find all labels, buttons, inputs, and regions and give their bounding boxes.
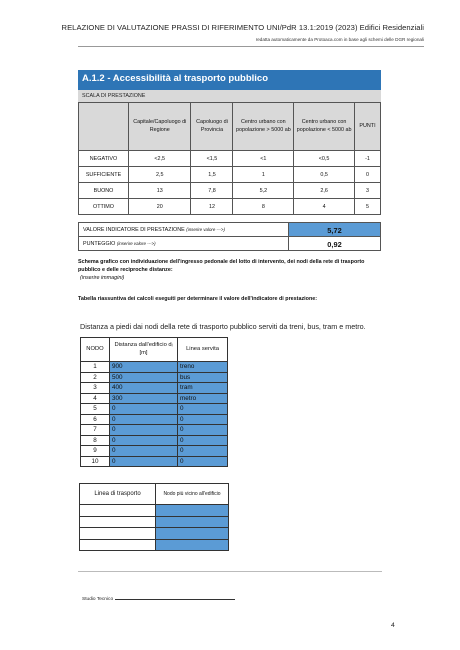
- table-row: [81, 446, 228, 457]
- indicator-hint: (inserire valore --->): [186, 227, 225, 232]
- node-number: 9: [81, 446, 110, 457]
- table-row: [80, 516, 229, 528]
- distance-table: [80, 337, 228, 467]
- line-input[interactable]: bus: [178, 372, 228, 383]
- line-input[interactable]: tram: [178, 383, 228, 394]
- table-row: [81, 372, 228, 383]
- line-input[interactable]: treno: [178, 362, 228, 373]
- table-cell: 1,5: [191, 167, 233, 183]
- line-input[interactable]: 0: [178, 456, 228, 467]
- schema-text: Schema grafico con individuazione dell'ingresso pedonale del lotto di intervento, dei nodi della rete di trasporto pubblico e delle reciproche distanze:: [78, 259, 365, 274]
- distance-input[interactable]: 900: [110, 362, 178, 373]
- table-row: [81, 383, 228, 394]
- col-header-transport-line: Linea di trasporto: [80, 484, 156, 505]
- distance-input[interactable]: 0: [110, 425, 178, 436]
- table-cell: 4: [294, 199, 355, 215]
- report-header-subtitle: redatta automaticamente da Protoaca.com in base agli schemi delle DGR regionali: [255, 37, 424, 42]
- row-label: NEGATIVO: [79, 151, 129, 167]
- line-input[interactable]: metro: [178, 393, 228, 404]
- node-number: 4: [81, 393, 110, 404]
- transport-line-input[interactable]: [80, 528, 156, 540]
- page-number: 4: [391, 622, 395, 629]
- table-cell: 13: [129, 183, 191, 199]
- performance-col-header: Capitale/Capoluogo di Regione: [129, 103, 191, 151]
- table-row: [79, 151, 381, 167]
- performance-col-header: PUNTI: [355, 103, 381, 151]
- col-header-nearest-node: Nodo più vicino all'edificio: [156, 484, 229, 505]
- table-row: [79, 167, 381, 183]
- table-cell: -1: [355, 151, 381, 167]
- transport-line-input[interactable]: [80, 516, 156, 528]
- score-hint: (inserire valore --->): [116, 241, 156, 246]
- table-cell: 0: [355, 167, 381, 183]
- table-cell: 8: [233, 199, 294, 215]
- table-row: [81, 435, 228, 446]
- score-value-field[interactable]: 0,92: [288, 237, 380, 250]
- scale-label: SCALA DI PRESTAZIONE: [78, 90, 381, 102]
- line-input[interactable]: 0: [178, 414, 228, 425]
- table-cell: 3: [355, 183, 381, 199]
- footer-divider: [78, 571, 382, 572]
- transport-lines-table: [79, 483, 229, 551]
- studio-label: Studio Tecnico: [82, 597, 114, 602]
- distance-input[interactable]: 0: [110, 435, 178, 446]
- nearest-node-input[interactable]: [156, 516, 229, 528]
- line-input[interactable]: 0: [178, 435, 228, 446]
- table-row: [81, 414, 228, 425]
- table-row: [81, 425, 228, 436]
- score-label: PUNTEGGIO: [83, 241, 116, 247]
- distance-input[interactable]: 400: [110, 383, 178, 394]
- performance-col-header: Capoluogo di Provincia: [191, 103, 233, 151]
- distance-input[interactable]: 0: [110, 456, 178, 467]
- table-row: [79, 183, 381, 199]
- node-number: 7: [81, 425, 110, 436]
- transport-line-input[interactable]: [80, 505, 156, 517]
- node-number: 5: [81, 404, 110, 415]
- table-cell: 5,2: [233, 183, 294, 199]
- indicator-label: VALORE INDICATORE DI PRESTAZIONE: [83, 227, 185, 233]
- table-cell: 20: [129, 199, 191, 215]
- table-cell: <1: [233, 151, 294, 167]
- signature-line: [115, 599, 235, 600]
- studio-signature: [82, 597, 235, 602]
- transport-line-input[interactable]: [80, 539, 156, 551]
- report-header-title: RELAZIONE DI VALUTAZIONE PRASSI DI RIFERIMENTO UNI/PdR 13.1:2019 (2023) Edifici Residenziali: [61, 23, 424, 32]
- table-row: [80, 505, 229, 517]
- row-label: BUONO: [79, 183, 129, 199]
- indicator-label-wrap: [83, 227, 225, 233]
- table-cell: 0,5: [294, 167, 355, 183]
- row-label: SUFFICIENTE: [79, 167, 129, 183]
- col-header-node: NODO: [81, 338, 110, 362]
- node-number: 3: [81, 383, 110, 394]
- line-input[interactable]: 0: [178, 404, 228, 415]
- nearest-node-input[interactable]: [156, 539, 229, 551]
- performance-col-header: Centro urbano con popolazione < 5000 ab: [294, 103, 355, 151]
- line-input[interactable]: 0: [178, 446, 228, 457]
- performance-col-header: Centro urbano con popolazione > 5000 ab: [233, 103, 294, 151]
- table-cell: <1,5: [191, 151, 233, 167]
- node-number: 2: [81, 372, 110, 383]
- performance-corner-cell: [79, 103, 129, 151]
- table-cell: 7,8: [191, 183, 233, 199]
- distance-input[interactable]: 0: [110, 404, 178, 415]
- indicator-value-box: [78, 222, 381, 237]
- table-row: [81, 362, 228, 373]
- table-cell: <0,5: [294, 151, 355, 167]
- node-number: 10: [81, 456, 110, 467]
- row-label: OTTIMO: [79, 199, 129, 215]
- distance-input[interactable]: 500: [110, 372, 178, 383]
- schema-paragraph: [78, 258, 388, 282]
- summary-heading: Tabella riassuntiva dei calcoli eseguiti per determinare il valore dell'indicatore di prestazione:: [78, 296, 318, 302]
- node-number: 6: [81, 414, 110, 425]
- performance-scale-table: [78, 102, 381, 215]
- table-row: [81, 456, 228, 467]
- table-cell: 2,6: [294, 183, 355, 199]
- line-input[interactable]: 0: [178, 425, 228, 436]
- score-label-wrap: [83, 241, 156, 247]
- table-row: [80, 528, 229, 540]
- table-row: [79, 199, 381, 215]
- insert-images-note: (inserire immagini): [80, 275, 125, 282]
- node-number: 1: [81, 362, 110, 373]
- score-box: [78, 236, 381, 251]
- node-number: 8: [81, 435, 110, 446]
- nearest-node-input[interactable]: [156, 528, 229, 540]
- table-cell: 2,5: [129, 167, 191, 183]
- section-title: A.1.2 - Accessibilità al trasporto pubblico: [78, 70, 381, 90]
- distance-input[interactable]: 300: [110, 393, 178, 404]
- table-row: [81, 404, 228, 415]
- col-header-line: Linea servita: [178, 338, 228, 362]
- indicator-value-field[interactable]: 5,72: [288, 223, 380, 236]
- table-cell: <2,5: [129, 151, 191, 167]
- distance-input[interactable]: 0: [110, 446, 178, 457]
- col-header-distance: Distanza dall'edificio dᵢ [m]: [110, 338, 178, 362]
- table-row: [80, 539, 229, 551]
- distance-input[interactable]: 0: [110, 414, 178, 425]
- nearest-node-input[interactable]: [156, 505, 229, 517]
- table-cell: 12: [191, 199, 233, 215]
- table-cell: 1: [233, 167, 294, 183]
- distance-table-title: Distanza a piedi dai nodi della rete di trasporto pubblico serviti da treni, bus, tram e metro.: [80, 322, 366, 331]
- table-cell: 5: [355, 199, 381, 215]
- header-divider: [78, 46, 424, 47]
- table-row: [81, 393, 228, 404]
